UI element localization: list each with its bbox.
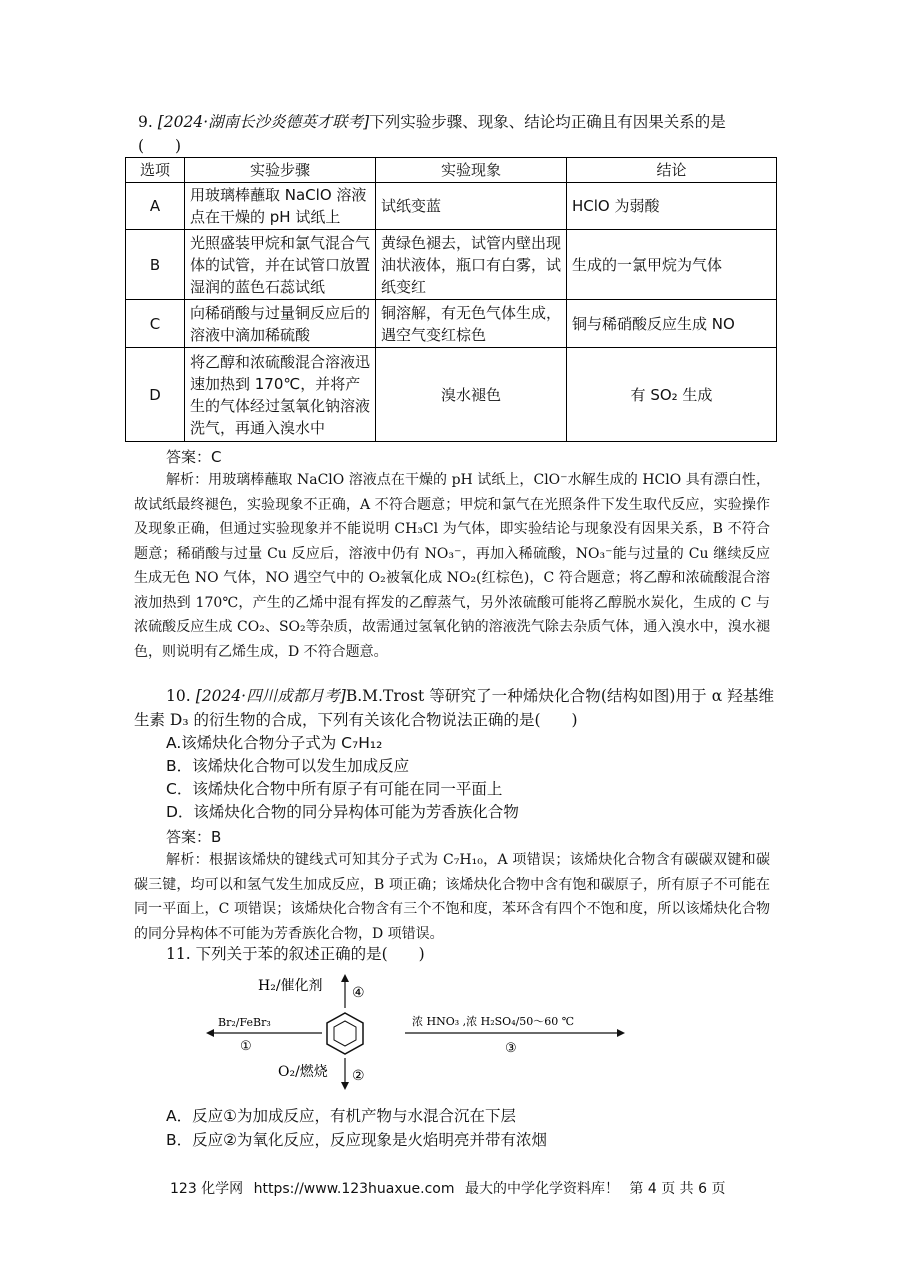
label-top: H₂/催化剂 [258,978,323,994]
footer-site: 123 化学网 [170,1181,244,1197]
label-left: Br₂/FeBr₃ [218,1016,271,1029]
option-a: A．反应①为加成反应，有机产物与水混合沉在下层 [166,1107,517,1125]
table-row [126,230,777,300]
cell-option: C [126,300,185,348]
answer-10: 答案：B [166,828,222,846]
question-number: 9. [138,113,153,131]
question-stem: 下列实验步骤、现象、结论均正确且有因果关系的是 [369,113,726,131]
option-a: A.该烯炔化合物分子式为 C₇H₁₂ [166,734,383,752]
explanation-9: 解析：用玻璃棒蘸取 NaClO 溶液点在干燥的 pH 试纸上，ClO⁻水解生成的 HClO 具有漂白性，故试纸最终褪色，实验现象不正确，A 不符合题意；甲烷和氯气在光照条件下发生取代反应，实验操作及现象正确，但通过实验现象并不能说明 CH₃Cl 为气体，即实验结论与现象没有因果关系，B 不符合题意；稀硝酸与过量 Cu 反应后，溶液中仍有 NO₃⁻，再加入稀硫酸，NO₃⁻能与过量的 Cu 继续反应生成无色 NO 气体，NO 遇空气中的 O₂被氧化成 NO₂(红棕色)，C 符合题意；将乙醇和浓硫酸混合溶液加热到 170℃，产生的乙烯中混有挥发的乙醇蒸气，另外浓硫酸可能将乙醇脱水炭化，生成的 C 与浓硫酸反应生成 CO₂、SO₂等杂质，故需通过氢氧化钠的溶液洗气除去杂质气体，通入溴水中，溴水褪色，则说明有乙烯生成，D 不符合题意。 [134,472,770,660]
table-header-row [126,158,777,183]
benzene-ring-icon [327,1013,363,1054]
cell-phenomenon: 溴水褪色 [376,348,567,442]
cell-step: 光照盛装甲烷和氯气混合气体的试管，并在试管口放置湿润的蓝色石蕊试纸 [185,230,376,300]
cell-option: A [126,183,185,230]
cell-option: D [126,348,185,442]
question-9-title [138,110,778,158]
table-row [126,348,777,442]
question-stem: B.M.Trost 等研究了一种烯炔化合物(结构如图)用于 α 羟基维生素 D₃ 的衍生物的合成，下列有关该化合物说法正确的是( ) [134,687,774,729]
cell-phenomenon: 铜溶解，有无色气体生成，遇空气变红棕色 [376,300,567,348]
label-bottom-num: ② [352,1068,365,1084]
cell-conclusion: HClO 为弱酸 [567,183,777,230]
cell-phenomenon: 黄绿色褪去，试管内壁出现油状液体，瓶口有白雾，试纸变红 [376,230,567,300]
footer-slogan: 最大的中学化学资料库！ [464,1181,619,1197]
cell-conclusion: 生成的一氯甲烷为气体 [567,230,777,300]
option-d: D．该烯炔化合物的同分异构体可能为芳香族化合物 [166,803,519,821]
page-footer [170,1178,770,1198]
footer-page-number: 第 4 页 共 6 页 [629,1181,726,1197]
question-11 [134,942,774,966]
option-b: B．该烯炔化合物可以发生加成反应 [166,757,410,775]
answer-paren: ( ) [138,137,182,155]
label-right-num: ③ [505,1041,517,1056]
label-right: 浓 HNO₃ ,浓 H₂SO₄/50～60 ℃ [412,1015,575,1028]
cell-step: 将乙醇和浓硫酸混合溶液迅速加热到 170℃，并将产生的气体经过氢氧化钠溶液洗气，再通入溴水中 [185,348,376,442]
question-number: 10. [166,687,191,705]
header-conclusion: 结论 [567,158,777,183]
footer-url[interactable]: https://www.123huaxue.com [253,1181,455,1197]
question-stem: 下列关于苯的叙述正确的是( ) [195,945,425,963]
option-b: B．反应②为氧化反应，反应现象是火焰明亮并带有浓烟 [166,1131,548,1149]
cell-conclusion: 有 SO₂ 生成 [567,348,777,442]
table-row [126,300,777,348]
header-step: 实验步骤 [185,158,376,183]
label-left-num: ① [240,1039,252,1054]
question-number: 11. [166,945,191,963]
experiment-table [125,157,777,442]
option-c: C．该烯炔化合物中所有原子有可能在同一平面上 [166,780,503,798]
question-source: [2024·湖南长沙炎德英才联考] [157,113,370,131]
header-phenomenon: 实验现象 [376,158,567,183]
question-10 [134,684,774,732]
header-option: 选项 [126,158,185,183]
cell-step: 向稀硝酸与过量铜反应后的溶液中滴加稀硫酸 [185,300,376,348]
cell-option: B [126,230,185,300]
cell-step: 用玻璃棒蘸取 NaClO 溶液点在干燥的 pH 试纸上 [185,183,376,230]
label-bottom: O₂/燃烧 [278,1064,328,1080]
explanation-10: 解析：根据该烯炔的键线式可知其分子式为 C₇H₁₀，A 项错误；该烯炔化合物含有碳碳双键和碳碳三键，均可以和氢气发生加成反应，B 项正确；该烯炔化合物中含有饱和碳原子，所有原子不可能在同一平面上，C 项错误；该烯炔化合物含有三个不饱和度，苯环含有四个不饱和度，所以该烯炔化合物的同分异构体不可能为芳香族化合物，D 项错误。 [134,852,770,942]
answer-9: 答案：C [166,448,222,466]
cell-phenomenon: 试纸变蓝 [376,183,567,230]
benzene-reaction-scheme [200,972,630,1092]
table-row [126,183,777,230]
label-top-num: ④ [352,985,365,1001]
cell-conclusion: 铜与稀硝酸反应生成 NO [567,300,777,348]
question-source: [2024·四川成都月考] [195,687,346,705]
